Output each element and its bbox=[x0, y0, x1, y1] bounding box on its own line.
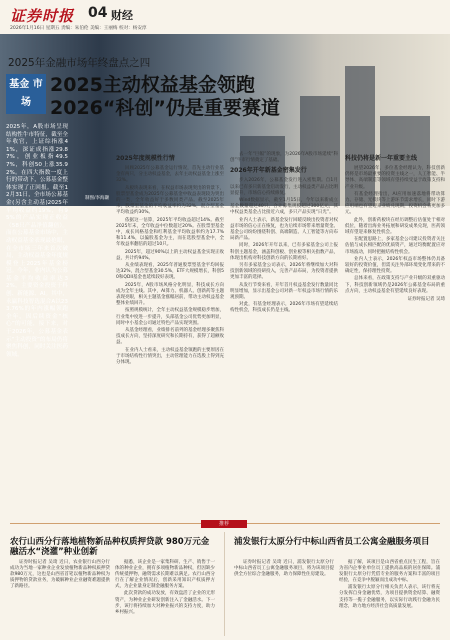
paragraph: 从业绩表现看，2025年普通股票型基金平均回报达32%，混合型基金30.5%，ETF大规模增长，科创50和QDII基金也延续较好表现。 bbox=[116, 263, 224, 281]
paragraph: Wind数据显示，截至1月15日，今年以来新成立基金数量超过40只，合计募集规模超过300亿元，其中权益类基金占比接近六成，多只产品实现“日光”。 bbox=[230, 198, 338, 216]
paragraph: 浦发银行太原分行相关负责人表示，该行将充分发挥自身金融优势，为项目提供资金结算、融资支持等一揽子金融服务，以实际行动践行金融为民理念，助力地方经济社会高质量发展。 bbox=[339, 585, 440, 609]
byline: 证券时报记者 吴琦 bbox=[407, 297, 445, 303]
bottom-right-text-col1 bbox=[234, 560, 334, 579]
paragraph: 证券时报记者 吴琦 近日，农业银行山西分行成功为当地一家种业企业发放植物新品种权质押贷款980万元，这也是山西省首笔以植物新品种权为质押物的贷款业务，为破解种业企业融资难题提供了新路径。 bbox=[10, 560, 110, 590]
paragraph: 证券时报记者 吴琦 近日，浦发银行太原分行中标山西省员工公寓金融服务项目，将为该项目提供全方位综合金融服务，助力保障性住房建设。 bbox=[234, 560, 334, 578]
paragraph: 同时，2026年开年以来，已有多家基金公司上报科创主题基金，涵盖科创板、创业板等相关指数产品，体现出机构对科技创新方向的长期看好。 bbox=[230, 243, 338, 261]
feature-headline-line2: 2026“科创”仍是重要赛道 bbox=[50, 97, 280, 119]
paragraph: 此次贷款的成功发放，有效盘活了企业的无形资产，为种业企业研发创新注入了金融活水。下一步，该行将持续加大对种业振兴的支持力度，助力乡村振兴。 bbox=[115, 591, 215, 615]
paragraph: 回顾2025年公募基金运行情况，首先主动行业基金有两只，分主动权益基金，去年主动权益基金上涨至32%。 bbox=[116, 166, 224, 184]
feature-lead: 2025年，A股市场呈现结构性牛市特征，截至全年收官，上证综指涨41%，深证成指涨29.87%，创业板指49.57%，科创50上涨35.92%。在四大指数一度上行的带动下，公募基金整体实现了正回报。截至12月31日，全市场公募基金(另含主动基)2025年平均收益约19%，有95%的产品实现正收益（58只产品净值翻倍）。而在公募基金市场中，主动权益基金表现最抢眼，在全市场三年来首次破局，主动权益基金年度规模登上2025年基金榜冠。今年，业内认为公募基金平均收益率达32%，主要资金投资于科创、新能源、AI。其中，永赢科技智选混合A以233.76%的年内涨幅领跑全年，因后续资金“核心”的可能，接下来，对于2026年，公募基金表示“主动投资”的布局仍将聚焦科创，同时关注医药领域。 bbox=[6, 124, 68, 358]
paragraph: 有基金经理指出，AI应用加速落地将带动算力、存储、光模块等上游环节需求增长，同时下游应用端也有望迎来业绩兑现期，投资机会将更加多元。 bbox=[345, 191, 445, 216]
masthead bbox=[10, 5, 440, 35]
section-number: 04 bbox=[88, 5, 108, 21]
feature-kicker: 2025年金融市场年终盘点之四 bbox=[8, 57, 151, 69]
paragraph: 步入2026年，公募基金发行进入密集期。自1月以来已有多只新基金启动发行，主动权益类产品占比明显提升，市场信心持续修复。 bbox=[230, 178, 338, 196]
paragraph: 按照规模统计，全年主动权益基金规模稳步增加，行业集中度进一步提升，头部基金公司优势更加明显，同时中小基金公司通过特色产品实现突围。 bbox=[116, 308, 224, 326]
paragraph: 此外，创新药板块在经历调整后估值处于相对低位，随着出海业务拓展和研发成果兑现，医药领域有望迎来修复性机会。 bbox=[345, 217, 445, 236]
subheading: 科技仍将是新一年重要主线 bbox=[345, 155, 418, 162]
bottom-right-headline: 浦发银行太原分行中标山西省员工公寓金融服务项目 bbox=[234, 537, 430, 547]
bottom-left-text-col1 bbox=[10, 560, 110, 591]
paragraph: 2025年，A股市场风格分化明显，科技成长方向成为全年主线。其中，AI算力、机器人、创新药等主题表现亮眼，相关主题基金涨幅居前，带动主动权益基金整体业绩回升。 bbox=[116, 282, 224, 307]
photo-credit: 制图/李海灏 bbox=[85, 196, 110, 201]
paragraph: 从发行节奏来看，开年首月权益基金发行数量同比明显增加，显示出基金公司对新一年权益市场行情的乐观预期。 bbox=[230, 282, 338, 301]
paragraph: 2025年，超过90%以上的主动权益基金实现正收益，共计约94%。 bbox=[116, 249, 224, 261]
paragraph: 对此，有基金经理表示，2026年市场有望延续结构性机会，科技成长仍是主线。 bbox=[230, 302, 338, 314]
paragraph: 去一年“巨幅”的现象，为2026年A股市场延续“科创”牛市行情奠定了基础。 bbox=[230, 152, 338, 164]
paragraph: 在配置思路上，多家基金公司建议投资者关注估值与成长相匹配的优质资产，通过均衡配置应对市场波动，同时把握结构性机会。 bbox=[345, 237, 445, 255]
section-name: 财经 bbox=[111, 9, 133, 22]
subheading: 2025年度规模性行情 bbox=[116, 155, 175, 162]
recommend-label: 推荐 bbox=[201, 520, 247, 528]
bottom-right-text-col2 bbox=[339, 560, 440, 611]
paragraph: 从基金经理看，业绩排名前列的基金经理多聚焦科技成长方向，坚持深度研究和长期持有，获得了超额收益。 bbox=[116, 328, 224, 346]
paragraph: 业内人士表示，新基金发行回暖反映出投资者对权益市场的信心正在恢复，也为后续市场带来增量资金。基金公司纷纷围绕科创、高端制造、人工智能等方向布局新产品。 bbox=[230, 217, 338, 242]
paragraph: 总体来看，在政策支持与产业升级的双重驱动下，科技创新领域仍是2026年公募基金布局的重点方向，主动权益基金有望延续良好表现。 bbox=[345, 276, 445, 294]
dateline: 2026年1月16日 星期五 责编：朱伯伦 美编：王丽梅 校对：杨安淳 bbox=[10, 26, 147, 31]
paragraph: 据悉，该企业是一家集科研、生产、销售于一体的种业企业，拥有多项植物新品种权，但因缺少传统抵押物，融资需求长期难以满足。农行山西分行在了解企业情况后，创新采用知识产权质押方式，为企业量身定制金融服务方案。 bbox=[115, 560, 215, 590]
article-column-2 bbox=[230, 152, 338, 316]
paragraph: 业内人士表示，2026年权益市场整体仍具备较好的投资价值，但需关注外部环境变化带来的不确定性，保持理性投资。 bbox=[345, 256, 445, 275]
paragraph: 从板块表现来看，在权益市场表现突出的背景下，股票型基金成为2025年公募基金中收益表现较为突出的一类，全年收益好于多数同类产品。截至2025年末，股票型基金的平均收益率约为32%，混合型基金平均收益约30%。 bbox=[116, 185, 224, 216]
bottom-left-text-col2 bbox=[115, 560, 215, 617]
paragraph: 在业内人士看来，主动权益基金领跑的主要原因在于市场结构性行情突出，主动管理能力在选股上得到充分体现。 bbox=[116, 347, 224, 366]
feature-headline-line1: 2025主动权益基金领跑 bbox=[50, 74, 255, 96]
feature-label-box: 基金 市场 bbox=[6, 74, 46, 114]
subheading: 2026年开年新基金密集发行 bbox=[230, 167, 307, 175]
bottom-left-headline: 农行山西分行落地植物新品种权质押贷款 980万元金融活水“浇灌”种业创新 bbox=[10, 537, 210, 557]
paragraph: 展望2026年，多位基金经理认为，科技创新仍将是市场最重要的投资主线之一，人工智能、半导体、高端制造等领域有望持续受益于政策支持和产业升级。 bbox=[345, 166, 445, 190]
newspaper-logo: 证券时报 bbox=[10, 7, 75, 25]
article-column-1 bbox=[116, 152, 224, 367]
paragraph: 据了解，该项目是山西省重点民生工程，旨在为省内企事业单位员工提供高品质的居住保障。浦发银行太原分行凭借专业的服务方案和丰富的项目经验，在竞争中脱颖而出成功中标。 bbox=[339, 560, 440, 584]
article-column-3 bbox=[345, 152, 445, 303]
bottom-column-divider bbox=[224, 532, 225, 636]
paragraph: 另有多家基金公司表示，2026年将继续加大对科技创新领域的投研投入，完善产品布局，为投资者提供更加丰富的选择。 bbox=[230, 263, 338, 281]
paragraph: 依据这一估算，2025年平均收益超过14%。截至2025年末，全年收益中位数超过20%。在股票型基金中，成长风格基金和红利基金平均收益率约为17.7%和11.4%，以偏股基金为主，而在选股型基金中，全年收益率翻倍的超过10只。 bbox=[116, 217, 224, 248]
